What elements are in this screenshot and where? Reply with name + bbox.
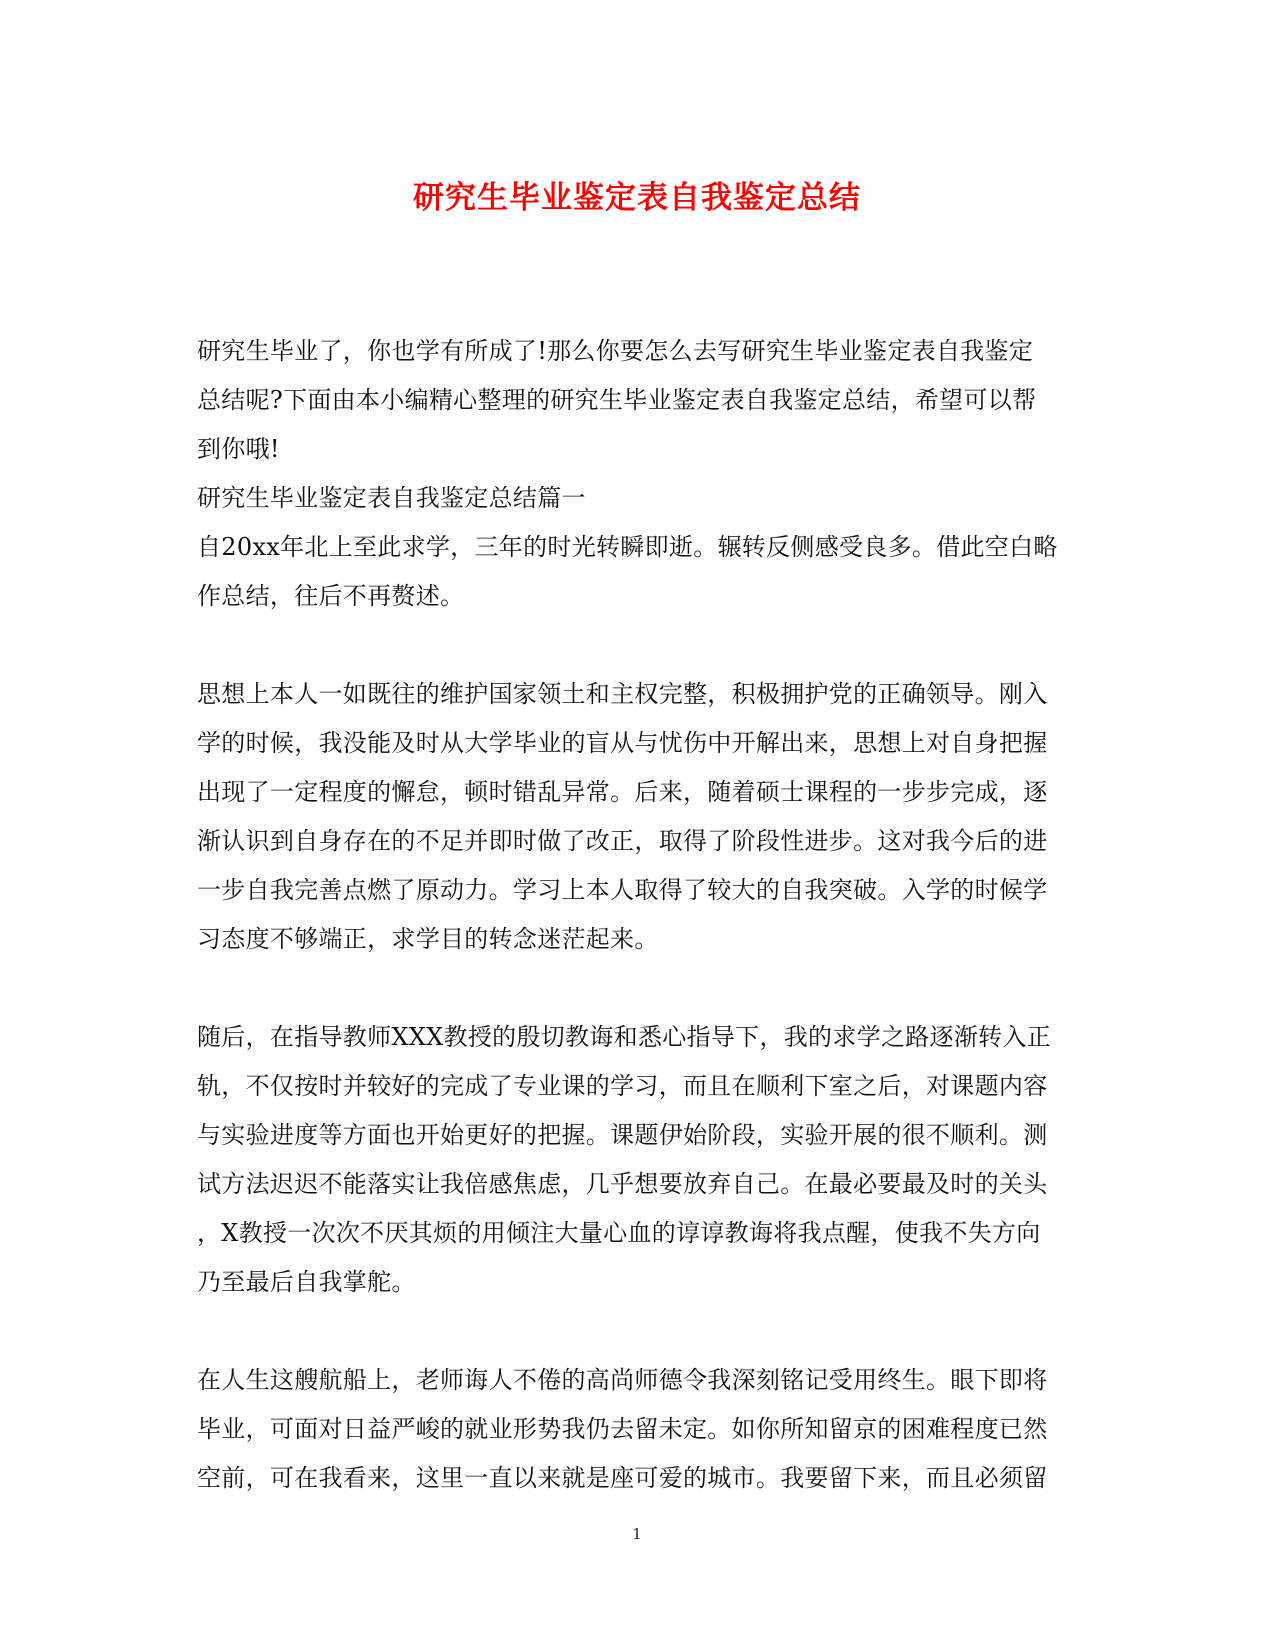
document-body bbox=[197, 327, 1077, 1503]
body-text-line: 习态度不够端正，求学目的转念迷茫起来。 bbox=[197, 925, 659, 953]
body-text-line: 毕业，可面对日益严峻的就业形势我仍去留未定。如你所知留京的困难程度已然 bbox=[197, 1415, 1048, 1443]
body-text-line: ，X教授一次次不厌其烦的用倾注大量心血的谆谆教诲将我点醒，使我不失方向 bbox=[197, 1219, 1041, 1247]
body-text-line: 学的时候，我没能及时从大学毕业的盲从与忧伤中开解出来，思想上对自身把握 bbox=[197, 729, 1048, 757]
paragraph-gap bbox=[197, 1307, 1077, 1356]
body-text-line: 空前，可在我看来，这里一直以来就是座可爱的城市。我要留下来，而且必须留 bbox=[197, 1464, 1048, 1492]
body-text-line: 试方法迟迟不能落实让我倍感焦虑，几乎想要放弃自己。在最必要最及时的关头 bbox=[197, 1170, 1048, 1198]
page-number: 1 bbox=[632, 1525, 642, 1543]
body-text-line: 随后，在指导教师XXX教授的殷切教诲和悉心指导下，我的求学之路逐渐转入正 bbox=[197, 1023, 1052, 1051]
body-text-line: 到你哦! bbox=[197, 435, 280, 463]
body-text-line: 一步自我完善点燃了原动力。学习上本人取得了较大的自我突破。入学的时候学 bbox=[197, 876, 1048, 904]
body-text-line: 总结呢?下面由本小编精心整理的研究生毕业鉴定表自我鉴定总结，希望可以帮 bbox=[197, 386, 1037, 414]
body-text-line: 渐认识到自身存在的不足并即时做了改正，取得了阶段性进步。这对我今后的进 bbox=[197, 827, 1048, 855]
body-text-line: 与实验进度等方面也开始更好的把握。课题伊始阶段，实验开展的很不顺利。测 bbox=[197, 1121, 1048, 1149]
body-text-line: 乃至最后自我掌舵。 bbox=[197, 1268, 416, 1296]
body-text-line: 思想上本人一如既往的维护国家领土和主权完整，积极拥护党的正确领导。刚入 bbox=[197, 680, 1048, 708]
body-text-line: 研究生毕业鉴定表自我鉴定总结篇一 bbox=[197, 484, 586, 512]
paragraph-gap bbox=[197, 964, 1077, 1013]
paragraph-gap bbox=[197, 621, 1077, 670]
body-text-line: 自20xx年北上至此求学，三年的时光转瞬即逝。辗转反侧感受良多。借此空白略 bbox=[197, 533, 1058, 561]
body-text-line: 出现了一定程度的懈怠，顿时错乱异常。后来，随着硕士课程的一步步完成，逐 bbox=[197, 778, 1048, 806]
body-text-line: 轨，不仅按时并较好的完成了专业课的学习，而且在顺利下室之后，对课题内容 bbox=[197, 1072, 1048, 1100]
body-text-line: 作总结，往后不再赘述。 bbox=[197, 582, 465, 610]
body-text-line: 研究生毕业了，你也学有所成了!那么你要怎么去写研究生毕业鉴定表自我鉴定 bbox=[197, 337, 1034, 365]
body-text-line: 在人生这艘航船上，老师诲人不倦的高尚师德令我深刻铭记受用终生。眼下即将 bbox=[197, 1366, 1048, 1394]
document-title: 研究生毕业鉴定表自我鉴定总结 bbox=[413, 180, 861, 216]
